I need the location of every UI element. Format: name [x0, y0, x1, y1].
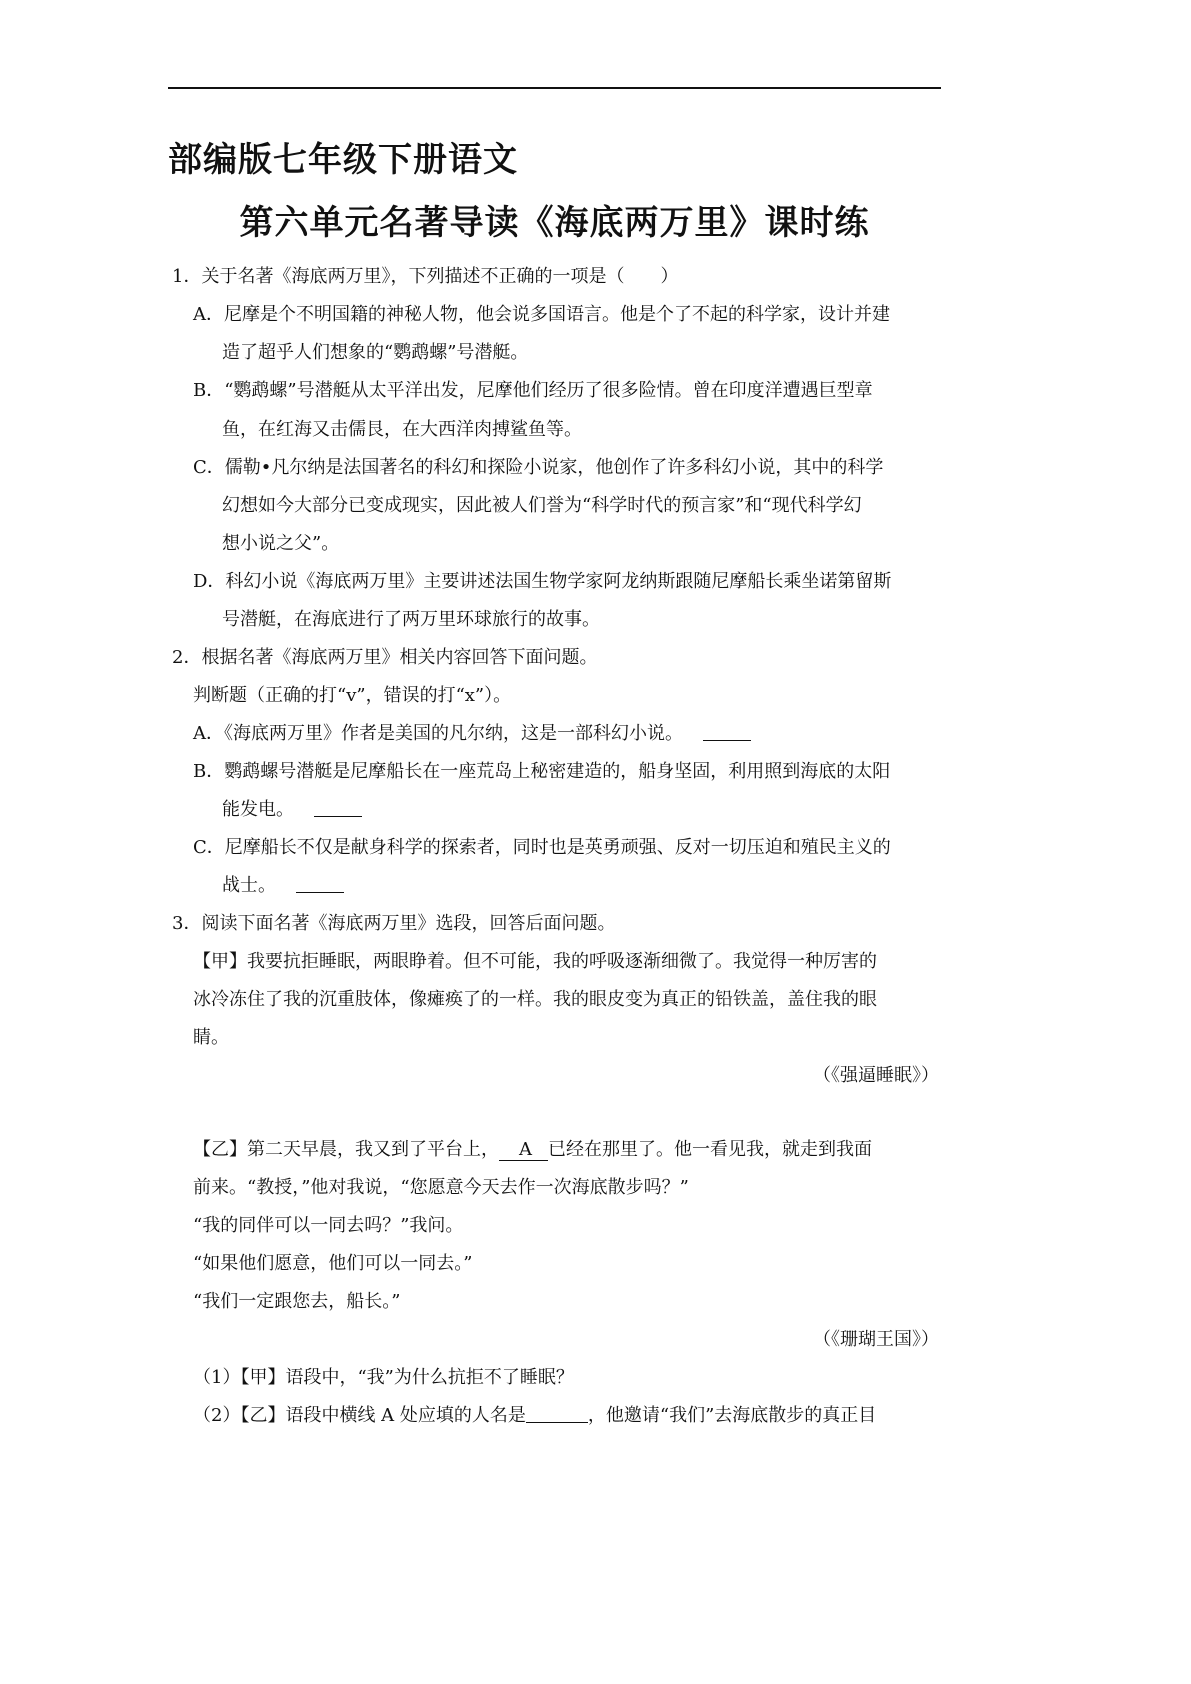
header-rule	[168, 87, 941, 89]
q2-answer-blank-b[interactable]	[314, 798, 362, 817]
q2-item-b-line1: B．鹦鹉螺号潜艇是尼摩船长在一座荒岛上秘密建造的，船身坚固，利用照到海底的太阳	[193, 761, 891, 782]
q2-instruction: 判断题（正确的打“v”，错误的打“x”）。	[193, 685, 512, 706]
q2-item-b-line2	[222, 798, 362, 822]
q3-source-yi: （《珊瑚王国》）	[813, 1329, 939, 1350]
q3-sub2-text-before: （2）【乙】语段中横线 A 处应填的人名是	[193, 1405, 526, 1426]
q1-option-c-line2: 幻想如今大部分已变成现实，因此被人们誉为“科学时代的预言家”和“现代科学幻	[222, 495, 862, 516]
q3-passage-jia-line3: 睛。	[193, 1027, 229, 1048]
q3-subquestion-1: （1）【甲】语段中，“我”为什么抗拒不了睡眠？	[193, 1367, 574, 1388]
q3-stem: 3．阅读下面名著《海底两万里》选段，回答后面问题。	[172, 913, 616, 934]
q2-item-a-text: A．《海底两万里》作者是美国的凡尔纳，这是一部科幻小说。	[193, 723, 683, 744]
q1-option-c-line3: 想小说之父”。	[222, 533, 340, 554]
q3-subquestion-2	[193, 1404, 876, 1428]
q2-item-c-text: 战士。	[222, 875, 276, 896]
q3-passage-yi-line3: “我的同伴可以一同去吗？”我问。	[193, 1215, 464, 1236]
q2-answer-blank-c[interactable]	[296, 874, 344, 893]
q3-sub2-text-after: ，他邀请“我们”去海底散步的真正目	[587, 1405, 877, 1426]
q2-stem: 2．根据名著《海底两万里》相关内容回答下面问题。	[172, 647, 598, 668]
q3-passage-yi-line5: “我们一定跟您去，船长。”	[193, 1291, 401, 1312]
q3-passage-yi-line4: “如果他们愿意，他们可以一同去。”	[193, 1253, 473, 1274]
q3-passage-yi-line2: 前来。“教授，”他对我说，“您愿意今天去作一次海底散步吗？”	[193, 1177, 689, 1198]
q3-sub2-answer-blank[interactable]	[526, 1404, 588, 1423]
q1-option-b-line1: B．“鹦鹉螺”号潜艇从太平洋出发，尼摩他们经历了很多险情。曾在印度洋遭遇巨型章	[193, 380, 873, 401]
q1-option-a-line1: A．尼摩是个不明国籍的神秘人物，他会说多国语言。他是个了不起的科学家，设计并建	[193, 304, 890, 325]
q2-answer-blank-a[interactable]	[703, 722, 751, 741]
q1-stem: 1．关于名著《海底两万里》，下列描述不正确的一项是（ ）	[172, 266, 679, 287]
q2-item-c-line2	[222, 874, 344, 898]
q1-option-c-line1: C．儒勒•凡尔纳是法国著名的科幻和探险小说家，他创作了许多科幻小说，其中的科学	[193, 457, 884, 478]
q2-item-a	[193, 722, 751, 746]
q3-passage-yi-line1	[193, 1138, 872, 1162]
q3-blank-a[interactable]: A	[499, 1139, 548, 1161]
q2-item-c-line1: C．尼摩船长不仅是献身科学的探索者，同时也是英勇顽强、反对一切压迫和殖民主义的	[193, 837, 891, 858]
q3-source-jia: （《强逼睡眠》）	[813, 1065, 939, 1086]
page-subtitle: 第六单元名著导读《海底两万里》课时练	[239, 203, 870, 243]
q3-passage-jia-line1: 【甲】我要抗拒睡眠，两眼睁着。但不可能，我的呼吸逐渐细微了。我觉得一种厉害的	[193, 951, 877, 972]
q1-option-a-line2: 造了超乎人们想象的“鹦鹉螺”号潜艇。	[222, 342, 529, 363]
q3-passage-jia-line2: 冰冷冻住了我的沉重肢体，像瘫痪了的一样。我的眼皮变为真正的铅铁盖，盖住我的眼	[193, 989, 877, 1010]
q3-yi-text-after-blank: 已经在那里了。他一看见我，就走到我面	[548, 1139, 872, 1160]
page-title: 部编版七年级下册语文	[168, 140, 518, 180]
q1-option-d-line2: 号潜艇，在海底进行了两万里环球旅行的故事。	[222, 609, 600, 630]
q2-item-b-text: 能发电。	[222, 799, 294, 820]
q1-option-b-line2: 鱼，在红海又击儒艮，在大西洋肉搏鲨鱼等。	[222, 419, 582, 440]
q1-option-d-line1: D．科幻小说《海底两万里》主要讲述法国生物学家阿龙纳斯跟随尼摩船长乘坐诺第留斯	[193, 571, 892, 592]
q3-yi-text-before-blank: 【乙】第二天早晨，我又到了平台上，	[193, 1139, 499, 1160]
